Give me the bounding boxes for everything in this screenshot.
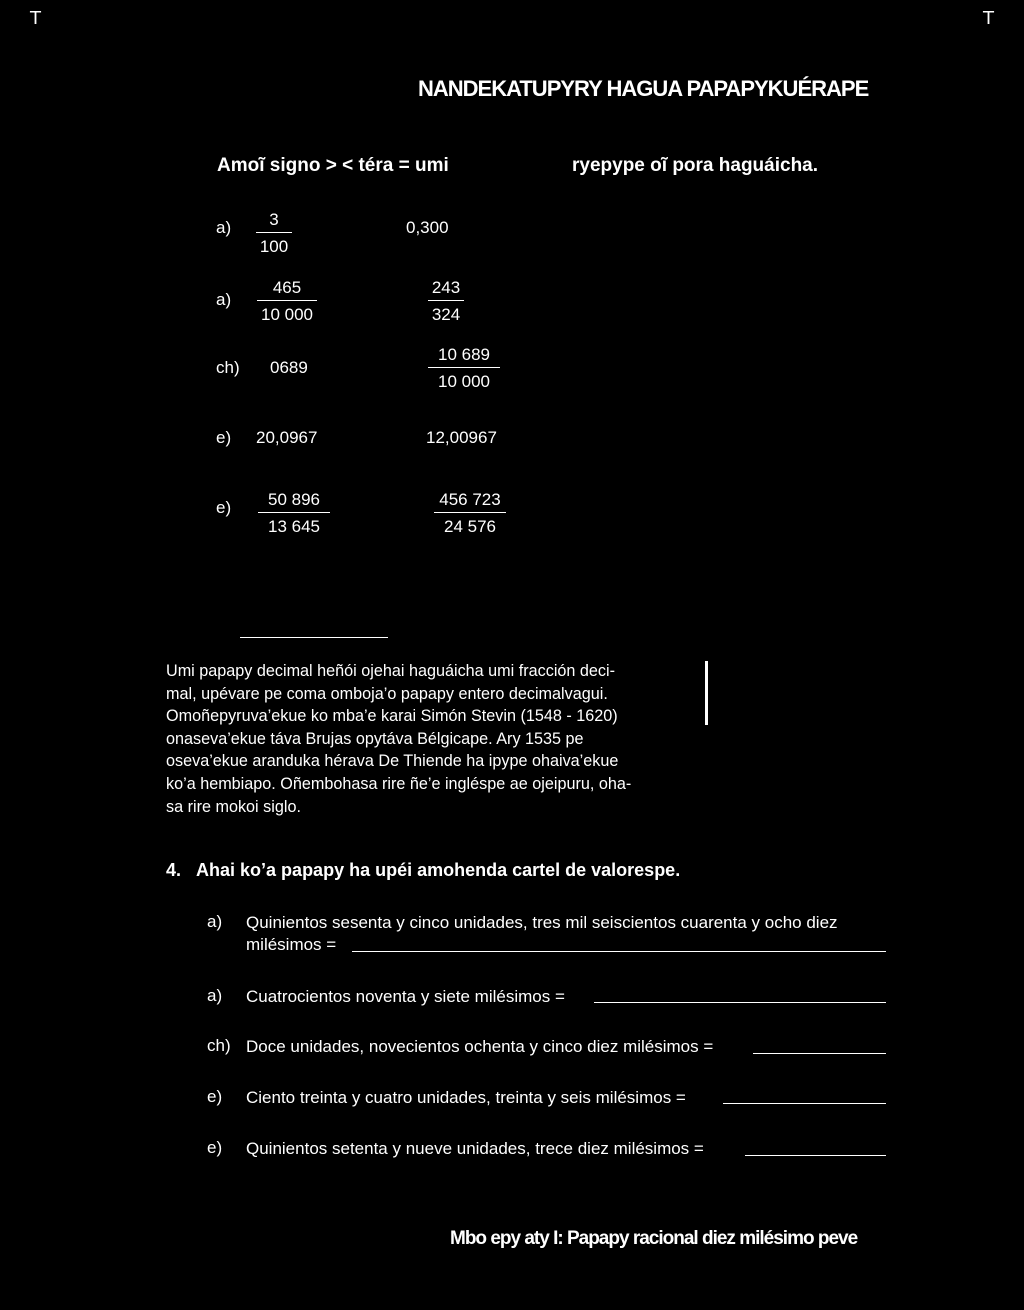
exercise-label: ch) (216, 358, 240, 377)
answer-line[interactable] (723, 1103, 886, 1104)
fraction-denominator: 10 000 (261, 305, 313, 324)
question-text: Ahai ko’a papapy ha upéi amohenda cartel de valorespe. (196, 860, 681, 880)
answer-line[interactable] (753, 1053, 886, 1054)
fraction-numerator: 456 723 (434, 490, 506, 513)
fraction-numerator: 3 (256, 210, 292, 233)
section-divider (240, 637, 388, 638)
exercise-value-right: 0,300 (406, 218, 449, 237)
fraction-denominator: 24 576 (444, 517, 496, 536)
answer-line[interactable] (745, 1155, 886, 1156)
exercise-fraction-left (258, 490, 330, 537)
instruction-left: Amoĩ signo > < téra = umi (217, 155, 449, 176)
answer-item-label: a) (207, 912, 223, 931)
answer-line[interactable] (352, 951, 886, 952)
answer-line[interactable] (594, 1002, 886, 1003)
fraction-numerator: 50 896 (258, 490, 330, 513)
fraction-denominator: 324 (431, 305, 461, 324)
fraction-numerator: 465 (257, 278, 317, 301)
exercise-fraction-right (428, 278, 464, 325)
question-number: 4. (166, 860, 182, 880)
info-paragraph: Umi papapy decimal heñói ojehai haguáicha umi fracción deci- mal, upévare pe coma omboja’o papapy entero decimalvagui. Omoñepyruva’ekue ko mba’e karai Simón Stevin (1548 - 1620) onaseva’ekue táva Brujas opytáva Bélgicape. Ary 1535 pe oseva’ekue aranduka hérava De Thiende ha ipype ohaiva’ekue ko’a hembiapo. Oñembohasa rire ñe’e ingléspe ae ojeipuru, oha- sa rire mokoi siglo. (166, 662, 632, 816)
answer-item-text-continued: milésimos = (246, 935, 337, 954)
fraction-denominator: 10 000 (438, 372, 490, 391)
answer-item-label: a) (207, 986, 223, 1005)
corner-mark-left: T (30, 8, 41, 29)
answer-item-text: Quinientos setenta y nueve unidades, trece diez milésimos = (246, 1139, 704, 1158)
answer-item-label: e) (207, 1087, 223, 1106)
answer-item-label: ch) (207, 1036, 231, 1055)
answer-item-text: Ciento treinta y cuatro unidades, treinta y seis milésimos = (246, 1088, 686, 1107)
answer-item-label: e) (207, 1138, 223, 1157)
fraction-numerator: 243 (428, 278, 464, 301)
exercise-value-left: 0689 (270, 358, 308, 377)
exercise-value-left: 20,0967 (256, 428, 318, 447)
exercise-fraction-left (256, 210, 292, 257)
answer-item-text: Cuatrocientos noventa y siete milésimos = (246, 987, 565, 1006)
exercise-fraction-right (434, 490, 506, 537)
exercise-label: a) (216, 218, 232, 237)
question-title (166, 860, 680, 881)
side-bracket-tick (705, 690, 709, 702)
exercise-fraction-left (257, 278, 317, 325)
exercise-value-right: 12,00967 (426, 428, 497, 447)
answer-item-text: Quinientos sesenta y cinco unidades, tres mil seiscientos cuarenta y ocho diez (246, 913, 838, 932)
fraction-numerator: 10 689 (428, 345, 500, 368)
page-header-title: NANDEKATUPYRY HAGUA PAPAPYKUÉRAPE (418, 76, 869, 101)
exercise-label: a) (216, 290, 232, 309)
instruction-right: ryepype oĩ pora haguáicha. (572, 155, 819, 176)
page-footer: Mbo epy aty I: Papapy racional diez milésimo peve (450, 1228, 858, 1249)
exercise-label: e) (216, 428, 232, 447)
fraction-denominator: 100 (259, 237, 289, 256)
answer-item-text: Doce unidades, novecientos ochenta y cinco diez milésimos = (246, 1037, 714, 1056)
corner-mark-right: T (983, 8, 994, 29)
fraction-denominator: 13 645 (268, 517, 320, 536)
exercise-fraction-right (428, 345, 500, 392)
exercise-label: e) (216, 498, 232, 517)
